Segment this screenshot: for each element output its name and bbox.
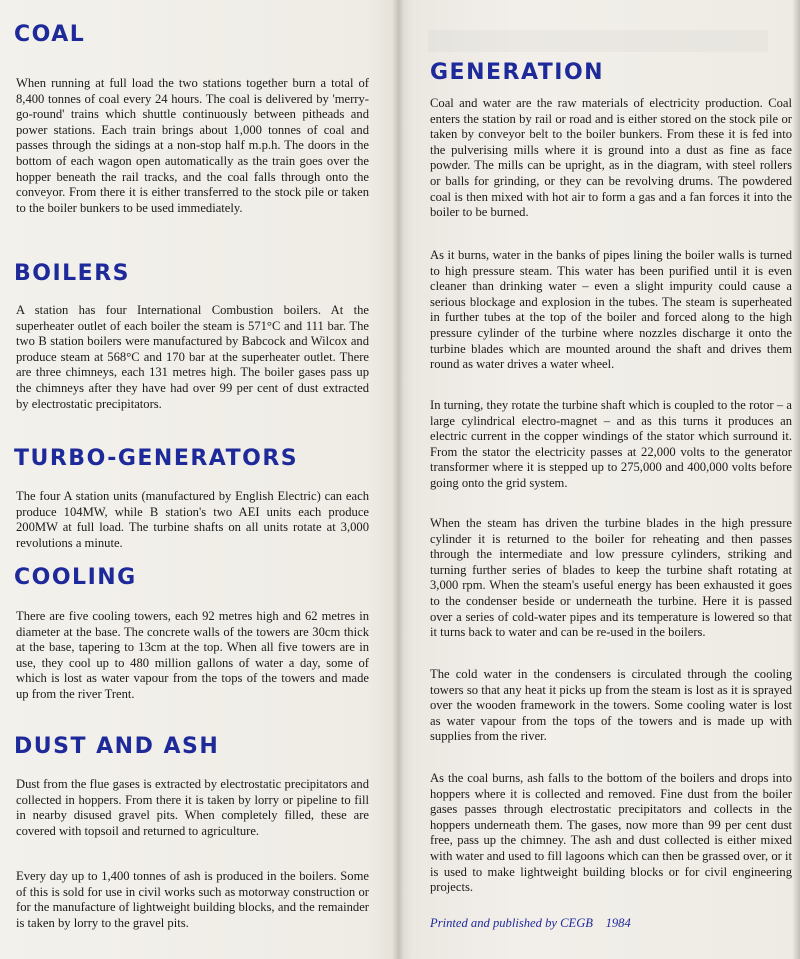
publisher-credit: Printed and published by CEGB 1984 (430, 916, 631, 930)
page-edge-shadow (792, 0, 800, 959)
paragraph-cooling: There are five cooling towers, each 92 metres high and 62 metres in diameter at the base. The concrete walls of the towers are 30cm thick at the base, tapering to 13cm at the top. When all five towers are in use, they cool up to 480 million gallons of water a day, some of which is lost as water vapour from the tops of the towers and made up from the river Trent. (16, 609, 369, 701)
paragraph-generation-3: In turning, they rotate the turbine shaft which is coupled to the rotor – a large cylindrical electro-magnet – and as this turns it produces an electric current in the copper windings of the stator which surround it. From the stator the electricity passes at 22,000 volts to the generator transformer where it is stepped up to 275,000 and 400,000 volts before going onto the grid system. (430, 398, 792, 490)
heading-boilers: BOILERS (14, 261, 130, 286)
right-page (398, 0, 800, 959)
page-fold-shadow (392, 0, 404, 959)
paragraph-boilers: A station has four International Combustion boilers. At the superheater outlet of each boiler the steam is 571°C and 111 bar. The two B station boilers were manufactured by Babcock and Wilcox and produce steam at 568°C and 170 bar at the superheater outlet. There are three chimneys, each 131 metres high. The boiler gases pass up the chimneys after they have had over 99 per cent of dust extracted by electrostatic precipitators. (16, 303, 369, 411)
left-page (0, 0, 398, 959)
paragraph-generation-1: Coal and water are the raw materials of electricity production. Coal enters the station by rail or road and is either stored on the stock pile or taken by conveyor belt to the boiler bunkers. From these it is fed into the pulverising mills where it is ground into a dust as fine as face powder. The mills can be upright, as in the diagram, with steel rollers or balls for grinding, or they can be revolving drums. The powdered coal is then mixed with hot air to form a gas and a fan forces it into the boiler to be burned. (430, 96, 792, 220)
paragraph-turbo-generators: The four A station units (manufactured by English Electric) can each produce 104MW, while B station's two AEI units each produce 200MW at full load. The turbine shafts on all units rotate at 3,000 revolutions a minute. (16, 489, 369, 550)
heading-coal: COAL (14, 22, 86, 47)
heading-generation: GENERATION (430, 60, 605, 85)
bleed-through-shadow (428, 30, 768, 52)
paragraph-coal: When running at full load the two stations together burn a total of 8,400 tonnes of coal every 24 hours. The coal is delivered by 'merry-go-round' trains which shuttle continuously between pitheads and power stations. Each train brings about 1,000 tonnes of coal and passes through the sidings at a non-stop half m.p.h. The doors in the bottom of each wagon open automatically as the train goes over the hopper beneath the rail tracks, and the coal falls through onto the conveyor. From there it is either transferred to the stock pile or taken to the boiler bunkers to be used immediately. (16, 76, 369, 215)
heading-cooling: COOLING (14, 565, 137, 590)
heading-dust-and-ash: DUST AND ASH (14, 734, 220, 759)
paragraph-dust-2: Every day up to 1,400 tonnes of ash is produced in the boilers. Some of this is sold for use in civil works such as motorway construction or for the manufacture of lightweight building blocks, and the remainder is taken by lorry to the gravel pits. (16, 869, 369, 930)
paragraph-generation-4: When the steam has driven the turbine blades in the high pressure cylinder it is returned to the boiler for reheating and then passes through the intermediate and low pressure cylinders, striking and turning further series of blades to keep the turbine shaft rotating at 3,000 rpm. When the steam's useful energy has been exhausted it goes to the condenser beside or underneath the turbine. Here it is passed over a series of cold-water pipes and its temperature is lowered so that it turns back to water and can be re-used in the boilers. (430, 516, 792, 640)
heading-turbo-generators: TURBO-GENERATORS (14, 446, 299, 471)
paragraph-generation-5: The cold water in the condensers is circulated through the cooling towers so that any heat it picks up from the steam is lost as it is sprayed over the wooden framework in the towers. Some cooling water is lost as water vapour from the tops of the towers and is made up with supplies from the river. (430, 667, 792, 744)
paragraph-generation-2: As it burns, water in the banks of pipes lining the boiler walls is turned to high pressure steam. This water has been purified until it is even cleaner than drinking water – even a slight impurity could cause a serious blockage and explosion in the tubes. The steam is superheated in further tubes at the top of the boiler and forced along to the high pressure cylinder of the turbine where nozzles discharge it onto the turbine blades which are mounted around the shaft and drives them round as water drives a water wheel. (430, 248, 792, 372)
paragraph-generation-6: As the coal burns, ash falls to the bottom of the boilers and drops into hoppers where it is collected and removed. Fine dust from the boiler gases passes through electrostatic precipitators and collects in the hoppers underneath them. The gases, now more than 99 per cent dust free, pass up the chimney. The ash and dust collected is either mixed with water and used to fill lagoons which can then be grassed over, or it is used to make lightweight building blocks or for civil engineering projects. (430, 771, 792, 895)
paragraph-dust-1: Dust from the flue gases is extracted by electrostatic precipitators and collected in hoppers. From there it is taken by lorry or pipeline to fill in nearby disused gravel pits. When completely filled, these are covered with topsoil and returned to agriculture. (16, 777, 369, 838)
